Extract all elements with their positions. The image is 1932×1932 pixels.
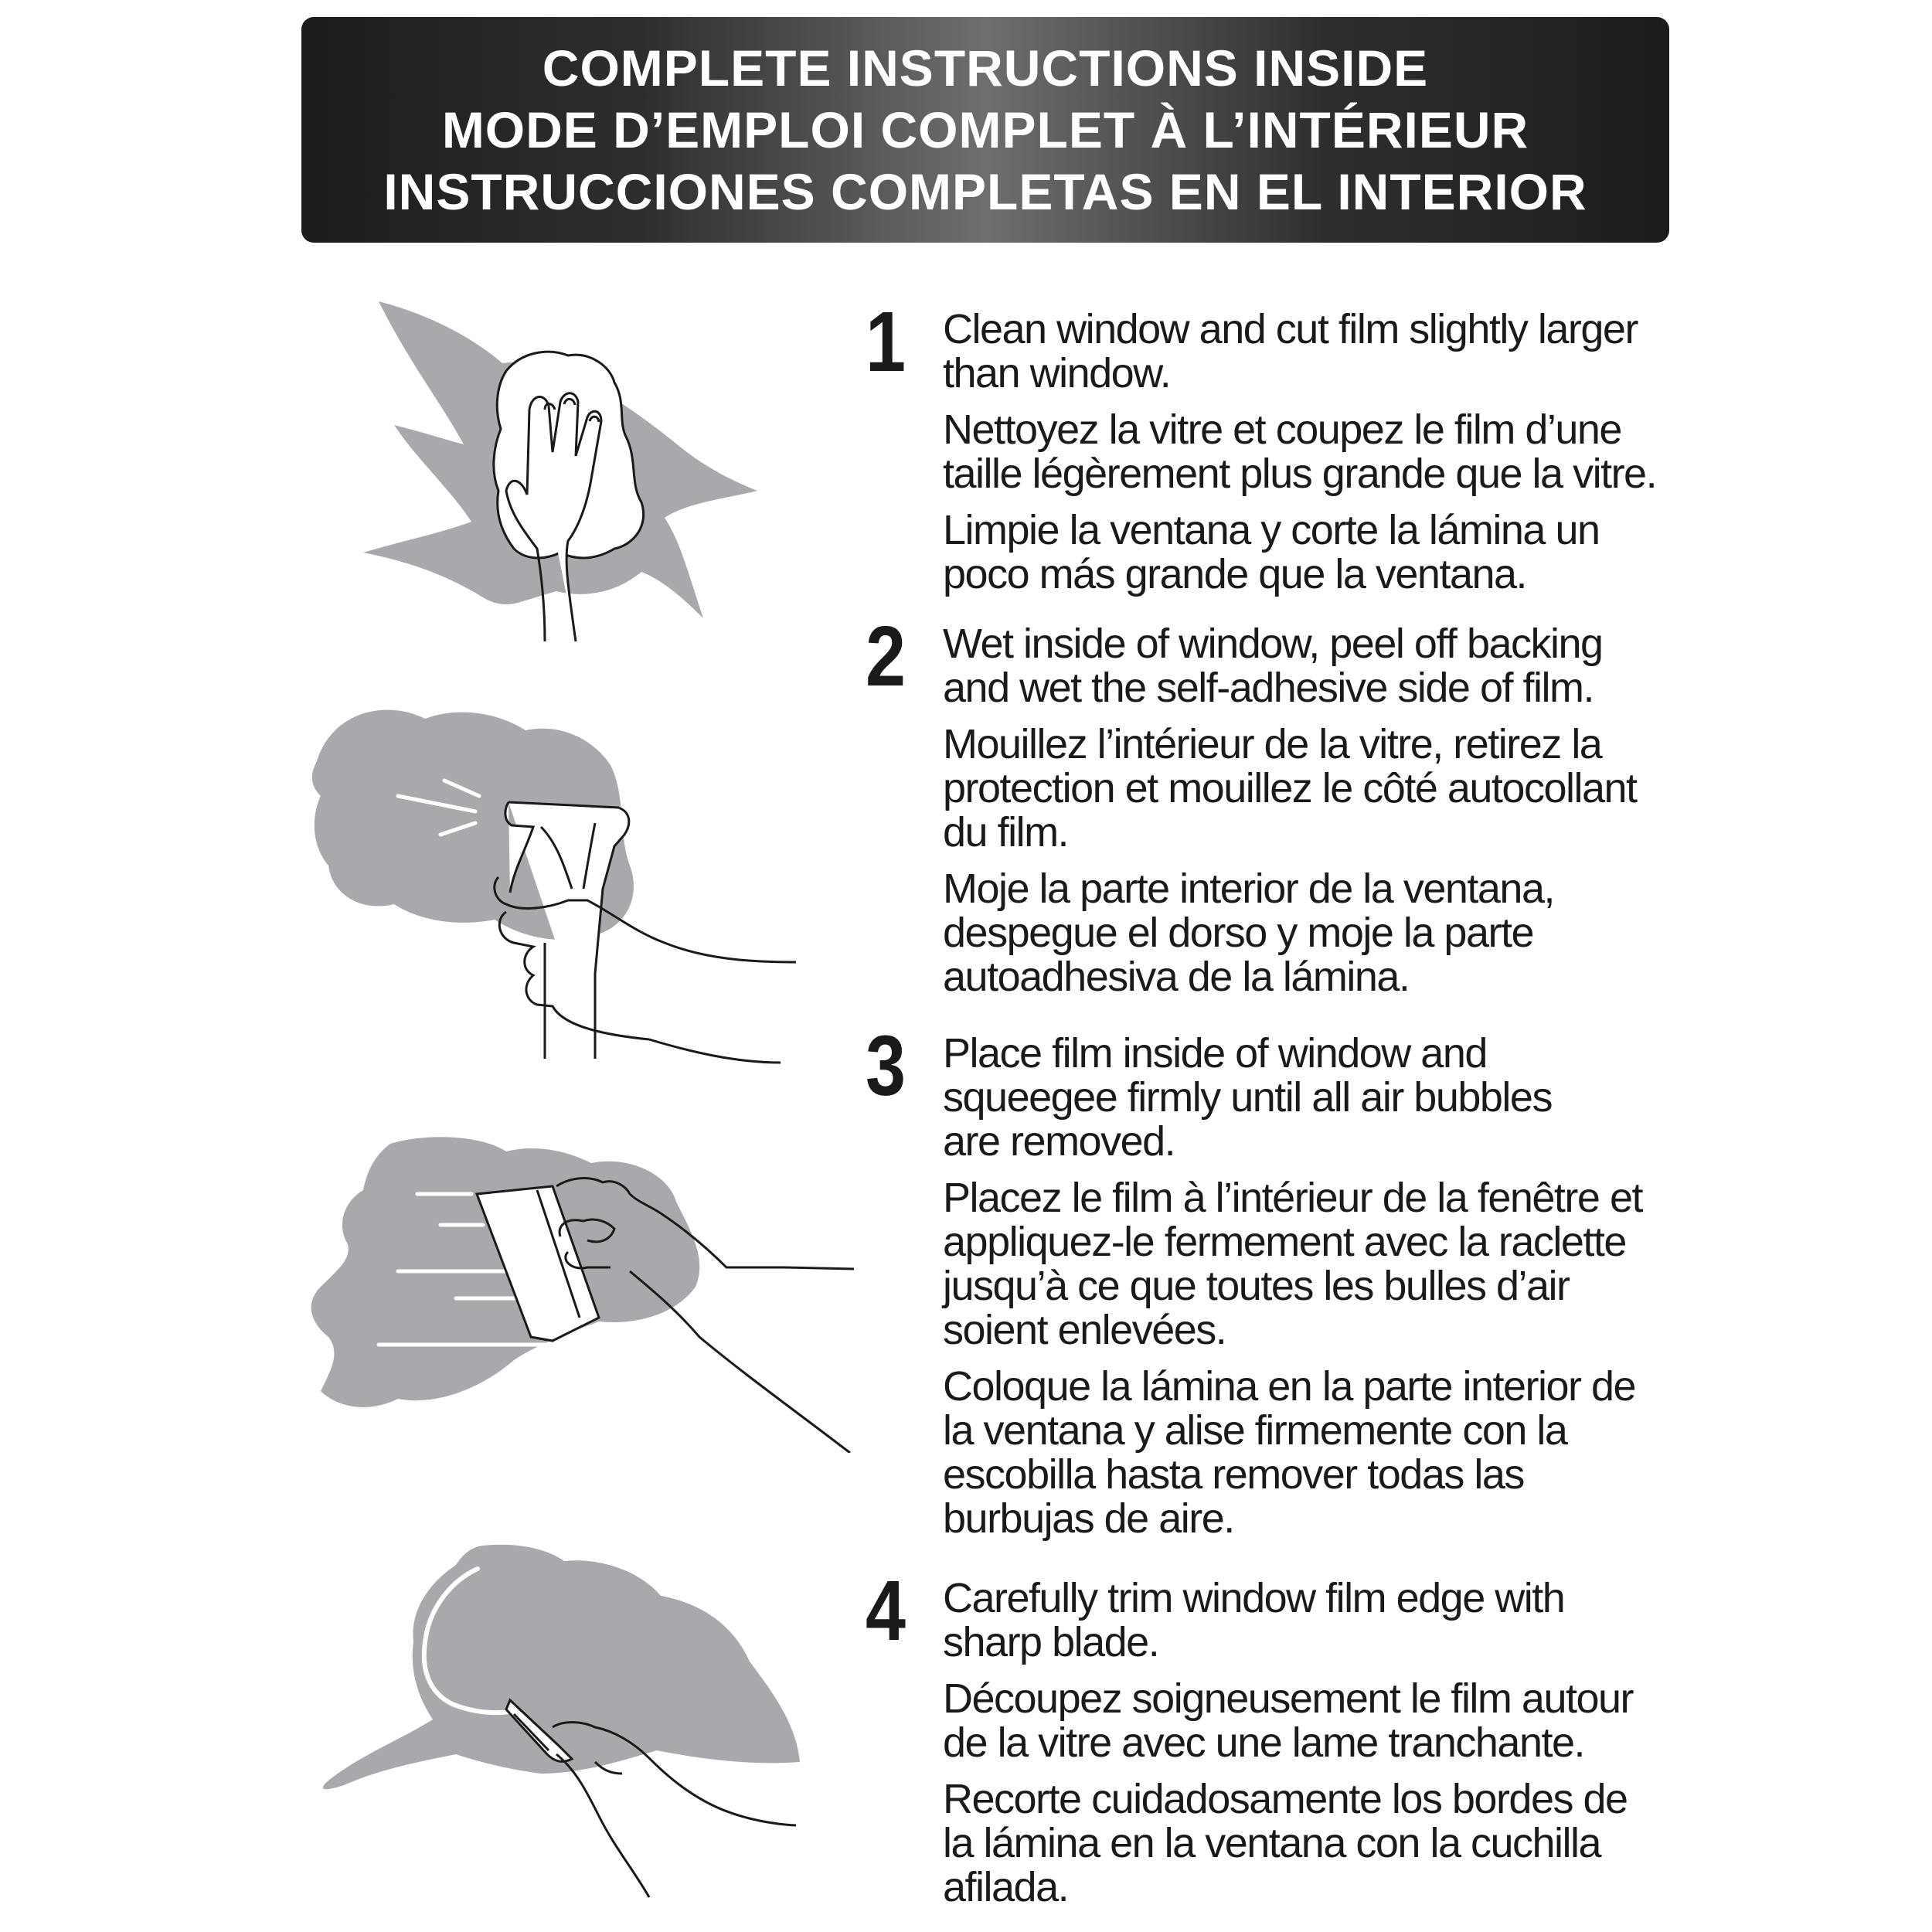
- instruction-es: Limpie la ventana y corte la lámina un poco más grande que la ventana.: [943, 507, 1600, 597]
- instruction-fr: Nettoyez la vitre et coupez le film d’une taille légèrement plus grande que la vitre.: [943, 406, 1657, 497]
- instruction-es: Moje la parte interior de la ventana, despegue el dorso y moje la parte autoadhesiva de la lámina.: [943, 866, 1554, 1000]
- instruction-en: Place film inside of window and squeegee firmly until all air bubbles are removed.: [943, 1030, 1552, 1165]
- header-banner: [301, 17, 1669, 243]
- step-number: 4: [866, 1563, 906, 1658]
- instruction-en: Clean window and cut film slightly larger than window.: [943, 306, 1638, 396]
- squeegee-icon: [305, 1128, 862, 1453]
- step-number: 3: [866, 1019, 906, 1114]
- banner-title-es: INSTRUCCIONES COMPLETAS EN EL INTERIOR: [383, 163, 1587, 220]
- trim-blade-icon: [317, 1538, 811, 1909]
- step-number: 1: [866, 294, 906, 389]
- instruction-fr: Mouillez l’intérieur de la vitre, retirez la protection et mouillez le côté autocollant du film.: [943, 721, 1637, 855]
- banner-title-fr: MODE D’EMPLOI COMPLET À L’INTÉRIEUR: [441, 101, 1529, 158]
- banner-title-en: COMPLETE INSTRUCTIONS INSIDE: [542, 39, 1429, 97]
- instruction-es: Recorte cuidadosamente los bordes de la lámina en la ventana con la cuchilla afilada.: [943, 1776, 1628, 1910]
- step-number: 2: [866, 609, 906, 704]
- instruction-en: Carefully trim window film edge with sharp blade.: [943, 1575, 1565, 1665]
- instruction-en: Wet inside of window, peel off backing and wet the self-adhesive side of film.: [943, 621, 1603, 711]
- instruction-fr: Découpez soigneusement le film autour de la vitre avec une lame tranchante.: [943, 1675, 1634, 1766]
- instruction-es: Coloque la lámina en la parte interior de la ventana y alise firmemente con la escobilla hasta remover todas las burbujas de aire.: [943, 1363, 1636, 1542]
- spray-bottle-icon: [301, 688, 804, 1074]
- instruction-fr: Placez le film à l’intérieur de la fenêtre et appliquez-le fermement avec la raclette jusqu’à ce que toutes les bulles d’air soient enlevées.: [943, 1175, 1642, 1353]
- wipe-window-icon: [355, 294, 788, 657]
